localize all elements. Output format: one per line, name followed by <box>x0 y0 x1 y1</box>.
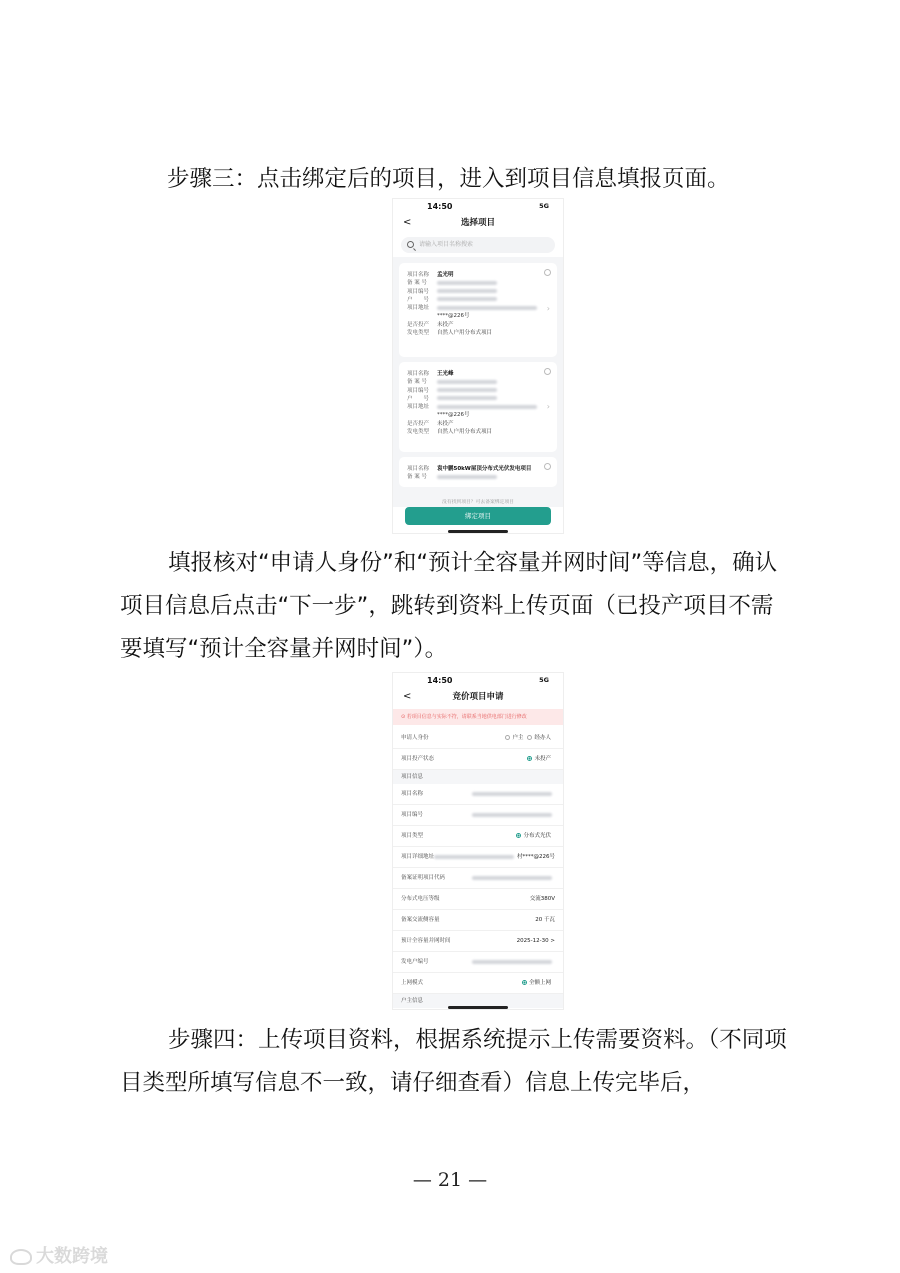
redacted-value <box>437 306 537 310</box>
field-value: ****@226号 <box>437 313 470 320</box>
field-key: 备 案 号 <box>407 280 427 287</box>
field-key: 项目名称 <box>407 466 430 472</box>
card-field-row <box>407 288 549 296</box>
form-label: 分布式电压等级 <box>401 896 440 902</box>
card-field-row <box>407 473 549 481</box>
redacted-value <box>437 380 497 384</box>
field-value: 袁中鹏50kW屋顶分布式光伏发电项目 <box>437 466 532 472</box>
radio-button[interactable] <box>527 756 532 761</box>
field-key: 备 案 号 <box>407 474 427 481</box>
form-value <box>522 973 555 994</box>
status-bar <box>393 202 563 214</box>
radio-label: 分布式光伏 <box>523 833 551 839</box>
project-card[interactable] <box>399 263 557 357</box>
watermark-logo-icon <box>10 1249 32 1265</box>
form-label: 项目信息 <box>401 774 424 780</box>
form-label: 项目名称 <box>401 791 424 797</box>
form-value-text: 交流380V <box>529 896 555 902</box>
form-row[interactable] <box>393 805 563 826</box>
card-field-row <box>407 395 549 403</box>
screen-title: 选择项目 <box>460 218 495 228</box>
card-field-row <box>407 378 549 386</box>
step3-heading: 步骤三：点击绑定后的项目，进入到项目信息填报页面。 <box>167 166 730 192</box>
form-value-text: 2025-12-30 > <box>516 938 555 944</box>
field-value: 未投产 <box>437 420 454 427</box>
form-row[interactable] <box>393 868 563 889</box>
redacted-value <box>472 960 552 964</box>
radio-button[interactable] <box>527 735 532 740</box>
card-field-row <box>407 329 549 337</box>
field-value: 孟光明 <box>437 272 454 278</box>
form-value <box>530 889 555 910</box>
radio-button[interactable] <box>505 735 510 740</box>
status-bar <box>393 676 563 688</box>
home-indicator <box>448 1006 508 1009</box>
form-value <box>505 728 555 749</box>
field-key: 是否投产 <box>407 321 430 328</box>
form-label: 申请人身份 <box>401 735 429 741</box>
card-field-row <box>407 296 549 304</box>
instruction-paragraph: 填报核对“申请人身份”和“预计全容量并网时间”等信息，确认项目信息后点击“下一步”，跳转到资料上传页面（已投产项目不需要填写“预计全容量并网时间”）。 <box>120 550 778 662</box>
signal-indicator: 5G <box>539 676 549 684</box>
form-value <box>517 931 555 952</box>
form-section-header <box>393 770 563 784</box>
field-key: 项目地址 <box>407 404 430 411</box>
bind-hint[interactable]: 没有找到项目？可去备案绑定项目 <box>442 500 514 505</box>
screen-title: 竞价项目申请 <box>452 692 504 702</box>
redacted-value <box>472 876 552 880</box>
field-key: 项目地址 <box>407 305 430 312</box>
warning-icon: ⊙ <box>401 714 406 720</box>
form-value <box>472 784 555 805</box>
settings-icon[interactable] <box>544 269 551 276</box>
chevron-right-icon: › <box>546 304 550 314</box>
form-row[interactable] <box>393 952 563 973</box>
redacted-value <box>437 405 537 409</box>
form-label: 预计全容量并网时间 <box>401 938 451 944</box>
field-value: ****@226号 <box>437 412 470 419</box>
field-key: 项目名称 <box>407 272 430 278</box>
field-key: 户 号 <box>407 395 430 402</box>
back-icon[interactable]: < <box>403 691 412 702</box>
card-field-row <box>407 387 549 395</box>
search-input[interactable] <box>401 237 555 253</box>
field-key: 户 号 <box>407 296 430 303</box>
radio-button[interactable] <box>516 833 521 838</box>
step4-paragraph: 步骤四：上传项目资料，根据系统提示上传需要资料。（不同项目类型所填写信息不一致，请仔细查看）信息上传完毕后， <box>120 1027 787 1096</box>
card-field-row <box>407 304 549 312</box>
card-field-row <box>407 465 549 473</box>
watermark <box>10 1242 108 1268</box>
radio-label: 经办人 <box>534 735 551 741</box>
search-icon <box>407 241 414 248</box>
form-row[interactable] <box>393 728 563 749</box>
field-key: 项目名称 <box>407 371 430 377</box>
phone-screenshot-project-application <box>392 672 564 1010</box>
card-field-row <box>407 403 549 411</box>
radio-label: 户主 <box>512 735 524 741</box>
field-key: 是否投产 <box>407 420 430 427</box>
form-row[interactable] <box>393 973 563 994</box>
form-row[interactable] <box>393 784 563 805</box>
form-row[interactable] <box>393 889 563 910</box>
back-icon[interactable]: < <box>403 217 412 228</box>
radio-label: 未投产 <box>534 756 551 762</box>
nav-bar <box>393 214 563 232</box>
form-label: 发电户编号 <box>401 959 429 965</box>
watermark-text: 大数跨境 <box>36 1246 108 1267</box>
field-key: 发电类型 <box>407 330 430 337</box>
nav-bar <box>393 688 563 706</box>
card-field-row <box>407 411 549 419</box>
form-row[interactable] <box>393 910 563 931</box>
redacted-value <box>472 813 552 817</box>
card-field-row <box>407 279 549 287</box>
field-key: 发电类型 <box>407 429 430 436</box>
status-time: 14:50 <box>427 676 453 685</box>
form-value <box>472 805 555 826</box>
redacted-value <box>437 475 497 479</box>
field-value: 自然人户用分布式项目 <box>437 330 493 337</box>
radio-button[interactable] <box>522 980 527 985</box>
signal-indicator: 5G <box>539 202 549 210</box>
form-row[interactable] <box>393 749 563 770</box>
card-field-row <box>407 312 549 320</box>
project-card[interactable] <box>399 457 557 487</box>
redacted-value <box>437 297 497 301</box>
card-field-row <box>407 321 549 329</box>
field-key: 备 案 号 <box>407 379 427 386</box>
form-label: 项目类型 <box>401 833 424 839</box>
form-label: 备案证明项目代码 <box>401 875 446 881</box>
form-label: 项目投产状态 <box>401 756 435 762</box>
radio-label: 全额上网 <box>528 980 551 986</box>
redacted-value <box>437 281 497 285</box>
search-placeholder: 请输入项目名称搜索 <box>419 241 474 248</box>
form-label: 户主信息 <box>401 998 424 1004</box>
form-value <box>472 868 555 889</box>
form-value-text: 村****@226号 <box>517 854 555 860</box>
field-value: 自然人户用分布式项目 <box>437 429 493 436</box>
form-value <box>516 826 555 847</box>
form-row[interactable] <box>393 826 563 847</box>
field-key: 项目编号 <box>407 288 430 295</box>
redacted-value <box>437 396 497 400</box>
card-field-row <box>407 271 549 279</box>
form-value <box>434 847 555 868</box>
status-time: 14:50 <box>427 202 453 211</box>
form-value <box>527 749 555 770</box>
form-value <box>535 910 555 931</box>
redacted-value <box>437 388 497 392</box>
field-key: 项目编号 <box>407 387 430 394</box>
warning-banner <box>393 709 563 725</box>
home-indicator <box>448 530 508 533</box>
form-label: 备案交流侧容量 <box>401 917 440 923</box>
warning-text: 若项目信息与实际不符，请联系当地供电部门进行修改 <box>406 714 527 720</box>
form-row[interactable] <box>393 847 563 868</box>
settings-icon[interactable] <box>544 463 551 470</box>
card-field-row <box>407 420 549 428</box>
form-value <box>472 952 555 973</box>
form-value-text: 20 千瓦 <box>535 917 555 923</box>
form-label: 项目编号 <box>401 812 424 818</box>
chevron-right-icon: › <box>546 401 550 411</box>
phone-screenshot-select-project <box>392 198 564 534</box>
redacted-value <box>472 792 552 796</box>
field-value: 未投产 <box>437 321 454 328</box>
field-value: 王光峰 <box>437 371 454 377</box>
redacted-value <box>437 289 497 293</box>
redacted-value <box>434 855 514 859</box>
page-number: — 21 — <box>412 1169 488 1191</box>
bind-project-button[interactable]: 绑定项目 <box>405 507 551 525</box>
settings-icon[interactable] <box>544 368 551 375</box>
form-label: 上网模式 <box>401 980 424 986</box>
form-label: 项目详细地址 <box>401 854 435 860</box>
card-field-row <box>407 428 549 436</box>
card-field-row <box>407 370 549 378</box>
form-row[interactable] <box>393 931 563 952</box>
project-card[interactable] <box>399 362 557 452</box>
